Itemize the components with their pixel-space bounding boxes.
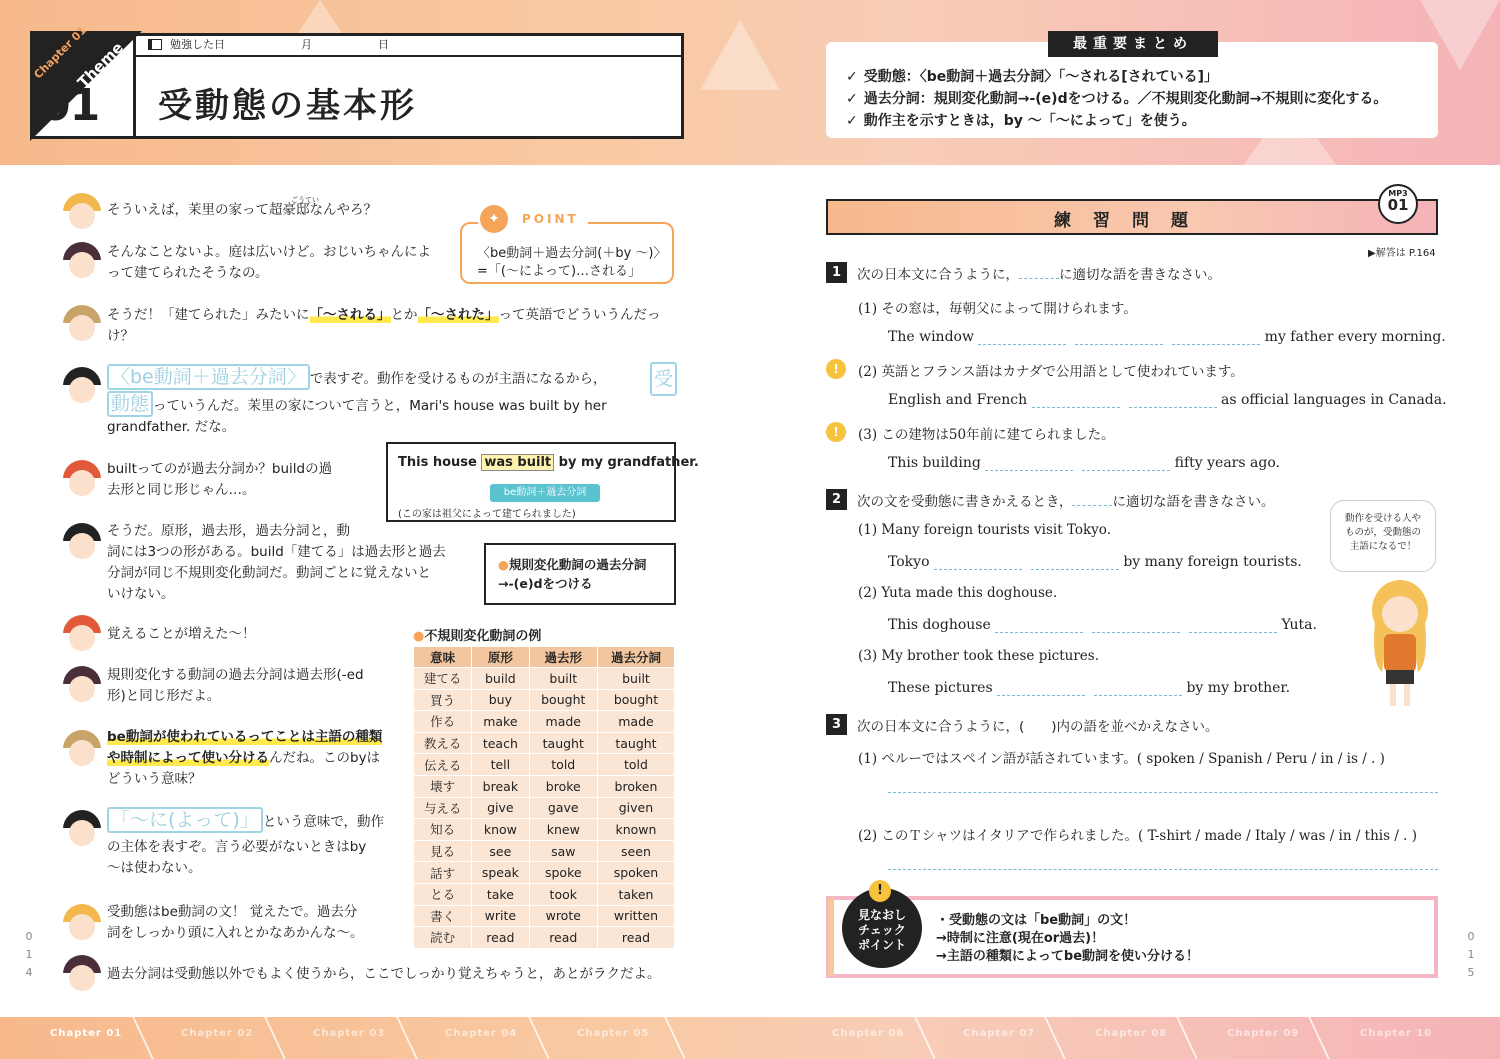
table-cell: 知る <box>414 819 472 841</box>
nav-tab-chapter-10[interactable]: Chapter 10 <box>1360 1028 1433 1039</box>
answer-blank[interactable] <box>1082 470 1170 471</box>
avatar-glasses-boy <box>63 367 101 405</box>
table-row <box>414 927 675 949</box>
question-item: (1) Many foreign tourists visit Tokyo. <box>858 522 1111 538</box>
rule-text: ●規則変化動詞の過去分詞 →-(e)dをつける <box>498 557 647 591</box>
answer-blank[interactable] <box>1189 632 1277 633</box>
summary-text: 過去分詞：規則変化動詞→-(e)dをつける。／不規則変化動詞→不規則に変化する。 <box>863 91 1388 107</box>
table-cell: written <box>597 905 674 927</box>
table-cell: write <box>472 905 529 927</box>
answer-blank[interactable] <box>997 695 1085 696</box>
nav-tab-chapter-03[interactable]: Chapter 03 <box>313 1028 386 1039</box>
table-cell: broke <box>529 775 597 797</box>
table-cell: built <box>597 668 674 690</box>
avatar-blonde-girl <box>63 904 101 942</box>
answer-line: This doghouse Yuta. <box>888 617 1317 633</box>
table-row <box>414 840 675 862</box>
table-cell: taught <box>529 732 597 754</box>
study-date-row <box>136 33 684 57</box>
table-cell: 書く <box>414 905 472 927</box>
nav-tab-chapter-05[interactable]: Chapter 05 <box>577 1028 650 1039</box>
answer-blank[interactable] <box>1031 569 1119 570</box>
summary-item <box>846 88 1387 108</box>
table-row <box>414 668 675 690</box>
table-cell: 話す <box>414 862 472 884</box>
dialogue-line: そうだ！「建てられた」みたいに「～される」とか「～された」って英語でどういうんだっ け？ <box>107 307 661 344</box>
table-cell: made <box>597 711 674 733</box>
answer-blank[interactable] <box>888 869 1438 870</box>
answer-line: Tokyo by many foreign tourists. <box>888 554 1302 570</box>
page-number-right: 0 1 5 <box>1467 930 1475 979</box>
summary-item <box>846 110 1196 130</box>
dialogue-line: 過去分詞は受動態以外でもよく使うから，ここでしっかり覚えちゃうと，あとがラクだよ。 <box>107 966 661 982</box>
check-point-accent <box>828 898 834 976</box>
page-title: 受動態の基本形 <box>158 86 417 126</box>
nav-tab-chapter-02[interactable]: Chapter 02 <box>181 1028 254 1039</box>
table-cell: buy <box>472 689 529 711</box>
table-cell: known <box>597 819 674 841</box>
dialogue-line: 「～に(よって)」 という意味で，動作 の主体を表すぞ。言う必要がないときはby ～は使わない。 <box>107 809 385 876</box>
calendar-icon <box>148 39 162 50</box>
question-item: (1) ペルーではスペイン語が話されています。( spoken / Spanish / Peru / in / is / . ) <box>858 751 1385 767</box>
summary-title: 最重要まとめ <box>1048 31 1218 57</box>
theme-label: Theme <box>73 38 127 92</box>
table-cell: speak <box>472 862 529 884</box>
table-cell: 買う <box>414 689 472 711</box>
check-point-badge: 見なおし チェック ポイント <box>842 888 922 968</box>
question-text: 次の文を受動態に書きかえるとき， に適切な語を書きなさい。 <box>857 494 1275 510</box>
question-item: (3) この建物は50年前に建てられました。 <box>858 427 1115 443</box>
example-note: (この家は祖父によって建てられました) <box>398 509 576 520</box>
table-cell: seen <box>597 840 674 862</box>
question-number: 1 <box>826 262 847 283</box>
ruby-text: ごうてい <box>291 196 319 204</box>
check-point-text: ・受動態の文は「be動詞」の文！ →時制に注意(現在or過去)！ →主語の種類によってbe動詞を使い分ける！ <box>936 913 1200 964</box>
table-cell: see <box>472 840 529 862</box>
nav-tab-chapter-04[interactable]: Chapter 04 <box>445 1028 518 1039</box>
table-cell: gave <box>529 797 597 819</box>
avatar-glasses-boy <box>63 523 101 561</box>
table-cell: given <box>597 797 674 819</box>
table-cell: tell <box>472 754 529 776</box>
nav-tab-chapter-07[interactable]: Chapter 07 <box>963 1028 1036 1039</box>
table-cell: taken <box>597 883 674 905</box>
table-cell: made <box>529 711 597 733</box>
table-row <box>414 732 675 754</box>
dialogue-line: そんなことないよ。庭は広いけど。おじいちゃんによ って建てられたそうなの。 <box>107 244 431 281</box>
avatar-blonde-girl <box>63 193 101 231</box>
answer-blank[interactable] <box>985 470 1073 471</box>
table-cell: spoken <box>597 862 674 884</box>
table-cell: built <box>529 668 597 690</box>
table-row <box>414 689 675 711</box>
theme-number: 01 <box>40 80 100 131</box>
pin-icon: ✦ <box>480 205 508 233</box>
table-cell: 作る <box>414 711 472 733</box>
table-cell: 伝える <box>414 754 472 776</box>
table-cell: make <box>472 711 529 733</box>
question-item: (2) このＴシャツはイタリアで作られました。( T-shirt / made / Italy / was / in / this / . ) <box>858 828 1418 844</box>
table-header: 過去形 <box>529 647 597 668</box>
dialogue-line: 規則変化する動詞の過去分詞は過去形(-ed 形)と同じ形だよ。 <box>107 667 364 704</box>
question-item: (3) My brother took these pictures. <box>858 648 1100 664</box>
answer-blank[interactable] <box>1094 695 1182 696</box>
dialogue-line: 〈be動詞＋過去分詞〉 で表すぞ。動作を受けるものが主語になるから， 受 動態 っていうんだ。茉里の家について言うと，Mari's house was built by her grandfather. だな。 <box>107 362 677 438</box>
table-cell: taught <box>597 732 674 754</box>
question-text: 次の日本文に合うように， に適切な語を書きなさい。 <box>857 267 1221 283</box>
summary-text: 動作主を示すときは，by ～「～によって」を使う。 <box>863 113 1196 129</box>
table-cell: bought <box>529 689 597 711</box>
chapter-label: Chapter 01 <box>31 23 90 82</box>
avatar-glasses-boy <box>63 810 101 848</box>
exercise-title: 練習問題 <box>1054 211 1210 231</box>
dialogue-line: be動詞が使われているってことは主語の種類 や時制によって使い分けるんだね。このbyは どういう意味？ <box>107 729 383 787</box>
table-cell: read <box>529 927 597 949</box>
table-header: 意味 <box>414 647 472 668</box>
check-icon: ✓ <box>846 91 858 107</box>
irregular-verb-table <box>413 646 675 949</box>
table-row <box>414 883 675 905</box>
avatar-red-boy <box>63 615 101 653</box>
table-cell: break <box>472 775 529 797</box>
table-row <box>414 775 675 797</box>
table-cell: broken <box>597 775 674 797</box>
dialogue-line: そうだ。原形，過去形，過去分詞と，動 詞には3つの形がある。build「建てる」は過去形と過去 分詞が同じ不規則変化動詞だ。動詞ごとに覚えないと いけない。 <box>107 523 446 602</box>
table-row <box>414 862 675 884</box>
table-cell: know <box>472 819 529 841</box>
summary-item <box>846 66 1218 86</box>
answer-blank[interactable] <box>995 632 1083 633</box>
table-cell: 建てる <box>414 668 472 690</box>
nav-tab-chapter-01[interactable]: Chapter 01 <box>50 1028 123 1039</box>
table-row <box>414 797 675 819</box>
nav-tab-chapter-08[interactable]: Chapter 08 <box>1095 1028 1168 1039</box>
table-cell: told <box>529 754 597 776</box>
table-row <box>414 711 675 733</box>
question-item: (2) Yuta made this doghouse. <box>858 585 1058 601</box>
study-date-label: 勉強した日 <box>170 38 225 51</box>
check-icon: ✓ <box>846 69 858 85</box>
avatar-light-boy <box>63 730 101 768</box>
dialogue-line: 覚えることが増えた～！ <box>107 626 256 642</box>
avatar-dark-girl <box>63 242 101 280</box>
answer-line: These pictures by my brother. <box>888 680 1291 696</box>
table-cell: teach <box>472 732 529 754</box>
dialogue-line: そういえば，茉里の家って超豪邸なんやろ？ ごうてい <box>107 200 377 221</box>
table-row <box>414 754 675 776</box>
day-label: 日 <box>378 38 389 51</box>
month-label: 月 <box>301 38 312 51</box>
question-text: 次の日本文に合うように，( )内の語を並べかえなさい。 <box>857 719 1219 735</box>
example-sentence: This house was built by my grandfather. <box>398 455 699 470</box>
speech-bubble: 動作を受ける人や ものが，受動態の 主語になるで！ <box>1330 500 1436 572</box>
example-tag: be動詞＋過去分詞 <box>490 484 600 502</box>
answer-line: English and French as official languages in Canada. <box>888 392 1447 408</box>
table-cell: 与える <box>414 797 472 819</box>
summary-text: 受動態：〈be動詞＋過去分詞〉「～される[されている]」 <box>863 69 1219 85</box>
table-cell: told <box>597 754 674 776</box>
table-cell: took <box>529 883 597 905</box>
question-item: (2) 英語とフランス語はカナダで公用語として使われています。 <box>858 364 1244 380</box>
point-text: 〈be動詞＋過去分詞(＋by ～)〉 =「(～によって)…される」 <box>477 246 667 279</box>
alert-icon: ! <box>826 422 846 442</box>
answer-blank[interactable] <box>1032 407 1120 408</box>
dialogue-line: 受動態はbe動詞の文！ 覚えたで。過去分 詞をしっかり頭に入れとかなあかんな～。 <box>107 904 364 941</box>
table-cell: knew <box>529 819 597 841</box>
question-number: 2 <box>826 489 847 510</box>
table-cell: spoke <box>529 862 597 884</box>
alert-icon: ! <box>826 359 846 379</box>
table-cell: take <box>472 883 529 905</box>
table-cell: bought <box>597 689 674 711</box>
avatar-dark-girl <box>63 955 101 993</box>
avatar-red-boy <box>63 460 101 498</box>
answer-line: The window my father every morning. <box>888 329 1446 345</box>
answer-reference: ▶解答は P.164 <box>1368 248 1436 259</box>
table-header: 過去分詞 <box>597 647 674 668</box>
table-cell: read <box>472 927 529 949</box>
answer-line: This building fifty years ago. <box>888 455 1280 471</box>
table-row <box>414 819 675 841</box>
table-cell: 見る <box>414 840 472 862</box>
table-cell: とる <box>414 883 472 905</box>
answer-blank[interactable] <box>1075 344 1163 345</box>
table-row <box>414 905 675 927</box>
nav-tab-chapter-09[interactable]: Chapter 09 <box>1227 1028 1300 1039</box>
table-cell: read <box>597 927 674 949</box>
dialogue-line: builtってのが過去分詞か？buildの過 去形と同じ形じゃん…。 <box>107 461 333 498</box>
table-cell: 教える <box>414 732 472 754</box>
mp3-badge[interactable]: MP3 01 <box>1378 184 1418 224</box>
nav-tab-chapter-06[interactable]: Chapter 06 <box>832 1028 905 1039</box>
answer-blank[interactable] <box>1092 632 1180 633</box>
point-label: POINT <box>522 212 579 226</box>
question-number: 3 <box>826 714 847 735</box>
table-cell: saw <box>529 840 597 862</box>
table-header: 原形 <box>472 647 529 668</box>
table-cell: 読む <box>414 927 472 949</box>
table-cell: wrote <box>529 905 597 927</box>
table-cell: build <box>472 668 529 690</box>
avatar-dark-girl <box>63 666 101 704</box>
answer-blank[interactable] <box>978 344 1066 345</box>
answer-blank[interactable] <box>1172 344 1260 345</box>
irregular-title: ●不規則変化動詞の例 <box>413 629 542 644</box>
answer-blank[interactable] <box>1129 407 1217 408</box>
check-icon: ✓ <box>846 113 858 129</box>
answer-blank[interactable] <box>934 569 1022 570</box>
question-item: (1) その窓は，毎朝父によって開けられます。 <box>858 301 1137 317</box>
table-cell: give <box>472 797 529 819</box>
alert-icon: ! <box>869 880 891 902</box>
table-cell: 壊す <box>414 775 472 797</box>
page-number-left: 0 1 4 <box>25 930 33 979</box>
avatar-light-boy <box>63 305 101 343</box>
answer-blank[interactable] <box>888 792 1438 793</box>
girl-illustration <box>1360 572 1440 712</box>
